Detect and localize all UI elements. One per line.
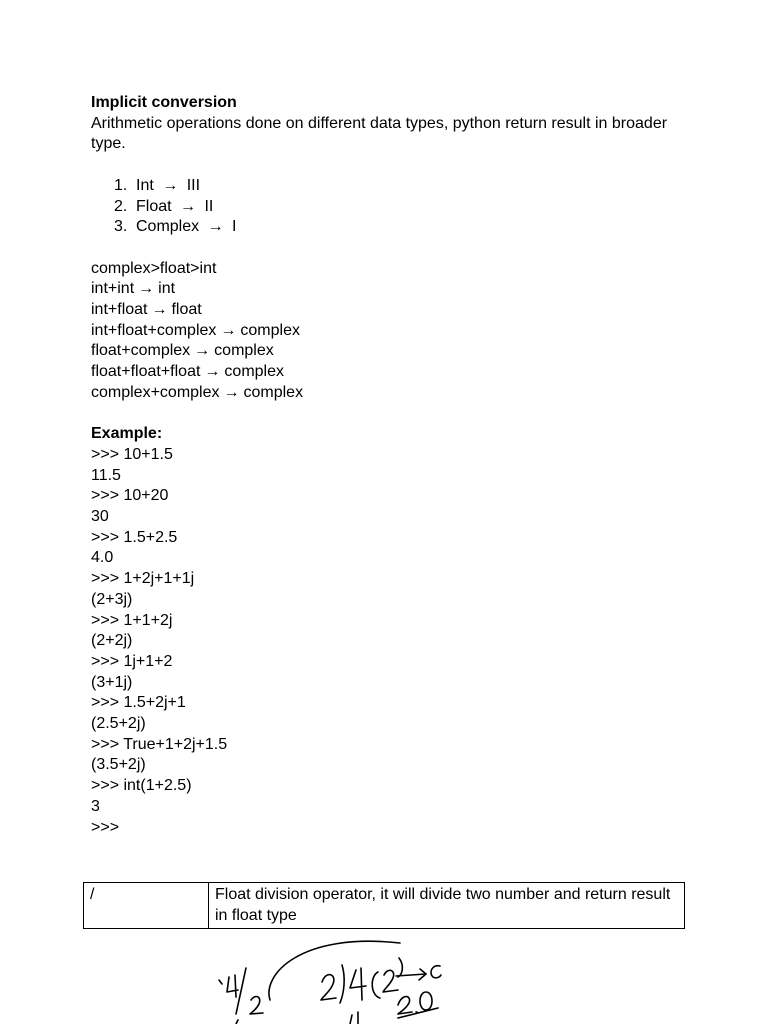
rule-expression: float+complex (91, 342, 191, 360)
session-line: >>> 1+2j+1+1j (91, 570, 195, 588)
session-line: 11.5 (91, 466, 121, 484)
rule-expression: complex+complex (91, 383, 220, 401)
type-order: complex>float>int (91, 259, 217, 277)
session-line: 3 (91, 797, 100, 815)
ranking-type: Int (136, 176, 154, 194)
arrow-icon: → (138, 280, 155, 298)
rule-result: complex (214, 342, 274, 360)
ranking-number: 1. (114, 176, 128, 194)
rule-expression: int+int (91, 280, 135, 298)
arrow-icon: → (207, 218, 224, 236)
ranking-number: 3. (114, 218, 128, 236)
arrow-icon: → (220, 321, 237, 339)
arrow-icon: → (204, 363, 221, 381)
ranking-type: Float (136, 197, 172, 215)
ranking-rank: I (232, 218, 237, 236)
rule-result: complex (224, 363, 284, 381)
arrow-icon: → (180, 197, 197, 215)
session-line: 4.0 (91, 549, 114, 567)
session-line: >>> 1j+1+2 (91, 652, 173, 670)
example-heading: Example: (91, 425, 163, 443)
description-cell: Float division operator, it will divide two number and return result in float type (209, 883, 685, 929)
arrow-icon: → (194, 342, 211, 360)
rule-expression: int+float (91, 301, 148, 318)
ranking-number: 2. (114, 197, 128, 215)
session-line: (3+1j) (91, 673, 133, 691)
rule-result: complex (240, 321, 300, 339)
session-line: 30 (91, 508, 109, 526)
session-line: (2+2j) (91, 632, 133, 650)
session-line: (2+3j) (91, 590, 133, 608)
rule-result: float (171, 301, 202, 318)
arrow-icon: → (162, 176, 179, 194)
ranking-rank: III (186, 176, 201, 194)
rule-result: complex (243, 383, 304, 401)
rule-expression: float+float+float (91, 363, 201, 381)
arrow-icon: → (151, 301, 168, 318)
session-line: >>> 1.5+2j+1 (91, 694, 186, 712)
session-line: >>> 1+1+2j (91, 611, 173, 629)
session-line: (2.5+2j) (91, 715, 146, 733)
intro-paragraph: Arithmetic operations done on different data types, python return result in broader type. (91, 114, 668, 153)
session-line: >>> int(1+2.5) (91, 777, 192, 795)
ranking-type: Complex (136, 218, 200, 236)
rule-result: int (158, 280, 176, 298)
arrow-icon: → (223, 383, 240, 401)
session-line: >>> 10+1.5 (91, 445, 173, 463)
session-line: >>> 10+20 (91, 487, 169, 505)
session-line: >>> (91, 818, 120, 836)
session-line: >>> 1.5+2.5 (91, 528, 178, 546)
rule-expression: int+float+complex (91, 321, 217, 339)
session-line: (3.5+2j) (91, 756, 146, 774)
session-line: >>> True+1+2j+1.5 (91, 735, 228, 753)
operator-cell: / (84, 883, 209, 929)
ranking-rank: II (204, 197, 214, 215)
section-heading: Implicit conversion (91, 94, 237, 111)
